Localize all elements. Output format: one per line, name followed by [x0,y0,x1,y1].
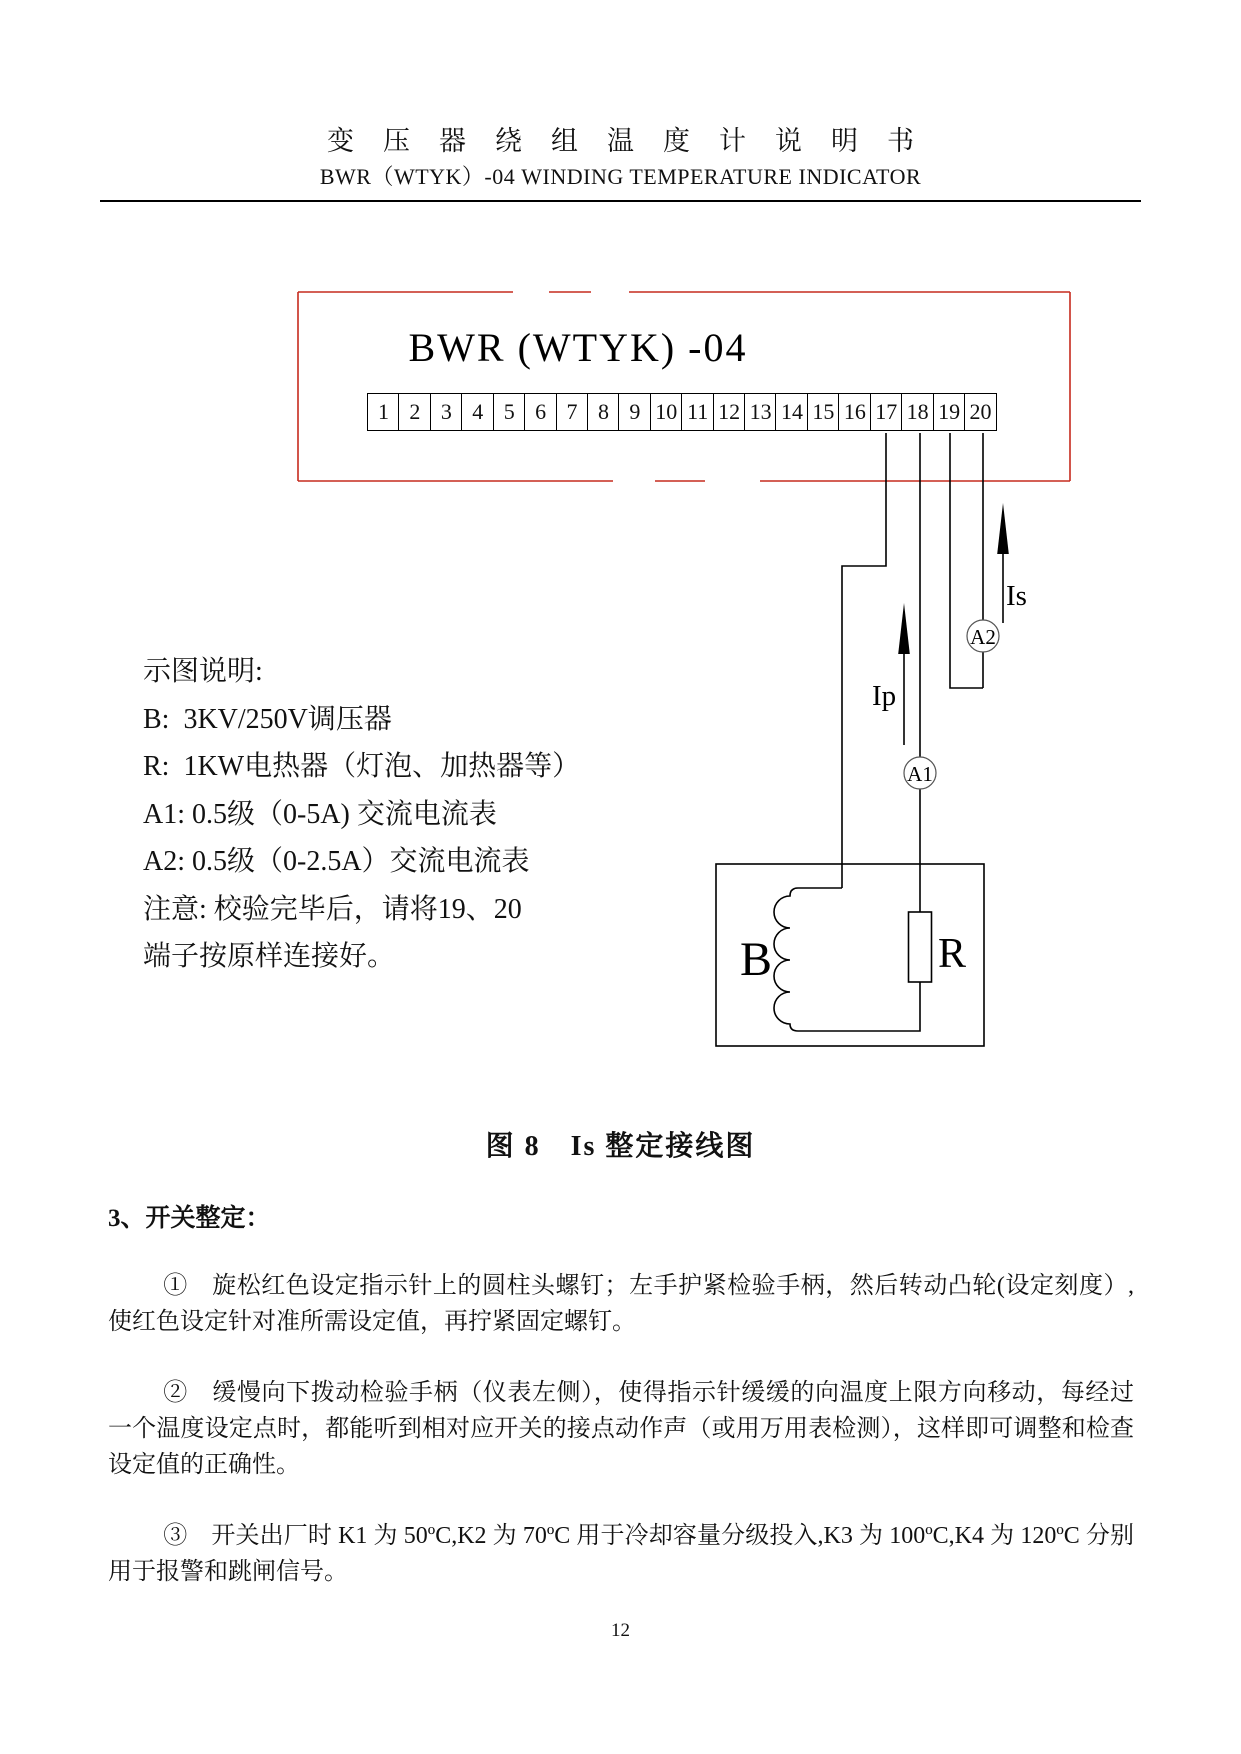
terminal-cell: 20 [964,393,997,431]
paragraph-3: ③ 开关出厂时 K1 为 50ºC,K2 为 70ºC 用于冷却容量分级投入,K3 为 100ºC,K4 为 120ºC 分别用于报警和跳闸信号。 [108,1523,1134,1585]
terminal-cell: 10 [650,393,683,431]
terminal-cell: 9 [618,393,651,431]
terminal-cell: 19 [933,393,966,431]
figure-caption: 图 8 Is 整定接线图 [485,1131,756,1162]
legend-line: 端子按原样连接好。 [143,941,396,972]
ip-current-arrow [898,603,910,745]
legend-line: B: 3KV/250V调压器 [143,703,392,735]
page-header [100,124,1141,202]
document-title-chinese: 变压器绕组温度计说明书 [327,126,943,156]
terminal-cell: 6 [524,393,557,431]
terminal-cell: 2 [398,393,431,431]
heater-label: R [938,931,967,977]
section-switch-setting [108,1198,1134,1625]
legend-line: 示图说明: [143,656,263,687]
terminal-cell: 3 [430,393,463,431]
device-outline-box [298,292,1070,481]
variac-coil-symbol [774,888,920,1031]
terminal-cell: 11 [681,393,714,431]
is-current-label: Is [1006,580,1027,612]
terminal-cell: 17 [870,393,903,431]
variac-label: B [740,933,773,986]
terminal-cell: 4 [461,393,494,431]
terminal-strip [367,393,997,431]
resistor-symbol [909,912,932,982]
terminal-cell: 12 [713,393,746,431]
ammeter-a2-label: A2 [970,625,996,649]
terminal-cell: 5 [493,393,526,431]
terminal-cell: 7 [556,393,589,431]
document-title-english: BWR（WTYK）-04 WINDING TEMPERATURE INDICATOR [319,164,922,189]
paragraph-2: ② 缓慢向下拨动检验手柄（仪表左侧），使得指示针缓缓的向温度上限方向移动，每经过一个温度设定点时，都能听到相对应开关的接点动作声（或用万用表检测），这样即可调整和检查设定值的正确性。 [108,1380,1134,1478]
legend-line: 注意: 校验完毕后，请将19、20 [143,893,522,925]
section-heading: 3、开关整定： [108,1205,271,1232]
legend-line: R: 1KW电热器（灯泡、加热器等） [143,751,581,782]
terminal-cell: 15 [807,393,840,431]
paragraph-1: ① 旋松红色设定指示针上的圆柱头螺钉；左手护紧检验手柄，然后转动凸轮(设定刻度）,使红色设定针对准所需设定值，再拧紧固定螺钉。 [108,1273,1134,1335]
terminal-cell: 18 [901,393,934,431]
terminal-cell: 13 [744,393,777,431]
wire-terminal17-to-variac [842,433,886,888]
device-label: BWR (WTYK) -04 [408,325,748,370]
terminal-cell: 1 [367,393,400,431]
diagram-legend [143,648,663,981]
terminal-cell: 16 [838,393,871,431]
terminal-cell: 8 [587,393,620,431]
terminal-cell: 14 [775,393,808,431]
legend-line: A1: 0.5级（0-5A) 交流电流表 [143,798,497,830]
page-number: 12 [611,1620,630,1641]
legend-line: A2: 0.5级（0-2.5A）交流电流表 [143,846,530,877]
ip-current-label: Ip [872,680,897,712]
ammeter-a1-label: A1 [907,762,933,786]
